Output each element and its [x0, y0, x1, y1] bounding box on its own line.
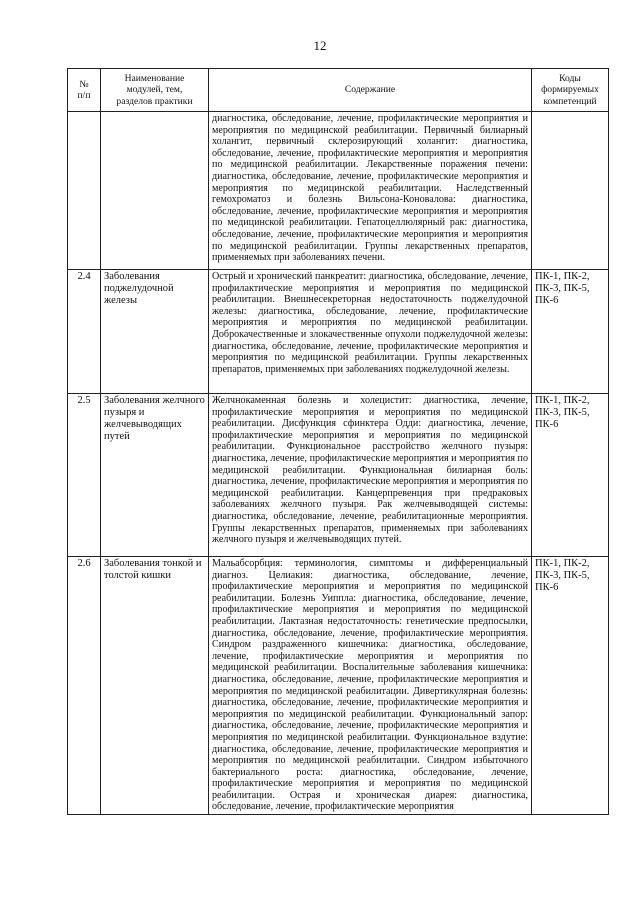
row-num: 2.5: [68, 394, 101, 557]
header-content: Содержание: [209, 69, 532, 112]
page-number: 12: [313, 38, 327, 53]
row-name: Заболевания тонкой и толстой кишки: [101, 557, 209, 815]
header-num: № п/п: [68, 69, 101, 112]
row-codes: ПК-1, ПК-2, ПК-3, ПК-5, ПК-6: [532, 557, 609, 815]
row-codes: [532, 112, 609, 270]
row-num: [68, 112, 101, 270]
row-name: Заболевания желчного пузыря и желчевыводящих путей: [101, 394, 209, 557]
header-name: Наименование модулей, тем, разделов практики: [101, 69, 209, 112]
table-row: [68, 270, 609, 394]
table-header-row: [68, 69, 609, 112]
row-content: Желчнокаменная болезнь и холецистит: диагностика, лечение, профилактические мероприятия и мероприятия по медицинской реабилитации. Дисфункция сфинктера Одди: диагностика, лечение, профилактические мероприятия и мероприятия по медицинской реабилитации. Функциональное расстройство желчного пузыря: диагностика, лечение, профилактические мероприятия и мероприятия по медицинской реабилитации. Функциональная билиарная боль: диагностика, лечение, профилактические мероприятия и мероприятия по медицинской реабилитации. Канцерпревенция при предраковых заболеваниях желчного пузыря. Рак желчевыводящей системы: диагностика, обследование, лечение, реабилитационные мероприятия. Группы лекарственных препаратов, применяемых при заболеваниях желчного пузыря и желчевыводящих путей.: [209, 394, 532, 557]
row-content: Острый и хронический панкреатит: диагностика, обследование, лечение, профилактические мероприятия и мероприятия по медицинской реабилитации. Внешнесекреторная недостаточность поджелудочной железы: диагностика, обследование, лечение, профилактические мероприятия и мероприятия по медицинской реабилитации. Доброкачественные и злокачественные опухоли поджелудочной железы: диагностика, обследование, лечение, профилактические мероприятия и мероприятия по медицинской реабилитации. Группы лекарственных препаратов, применяемых при заболеваниях поджелудочной железы.: [209, 270, 532, 394]
row-num: 2.6: [68, 557, 101, 815]
row-content: диагностика, обследование, лечение, профилактические мероприятия и мероприятия по медицинской реабилитации. Первичный билиарный холангит, первичный склерозирующий холангит: диагностика, обследование, лечение, профилактические мероприятия и мероприятия по медицинской реабилитации. Лекарственные поражения печени: диагностика, обследование, лечение, профилактические мероприятия и мероприятия по медицинской реабилитации. Наследственный гемохроматоз и болезнь Вильсона-Коновалова: диагностика, обследование, лечение, профилактические мероприятия и мероприятия по медицинской реабилитации. Гепатоцеллюлярный рак: диагностика, обследование, лечение, профилактические мероприятия и мероприятия по медицинской реабилитации. Группы лекарственных препаратов, применяемых при заболеваниях печени.: [209, 112, 532, 270]
row-codes: ПК-1, ПК-2, ПК-3, ПК-5, ПК-6: [532, 394, 609, 557]
table-row: [68, 394, 609, 557]
row-content: Мальабсорбция: терминология, симптомы и дифференциальный диагноз. Целиакия: диагностика, обследование, лечение, профилактические мероприятия и мероприятия по медицинской реабилитации. Болезнь Уиппла: диагностика, обследование, лечение, профилактические мероприятия и мероприятия по медицинской реабилитации. Лактазная недостаточность: генетические предпосылки, диагностика, обследование, лечение, профилактические мероприятия. Синдром раздраженного кишечника: диагностика, обследование, лечение, профилактические мероприятия и мероприятия по медицинской реабилитации. Воспалительные заболевания кишечника: диагностика, обследование, лечение, профилактические мероприятия и мероприятия по медицинской реабилитации. Дивертикулярная болезнь: диагностика, обследование, лечение, профилактические мероприятия и мероприятия по медицинской реабилитации. Функциональный запор: диагностика, обследование, лечение, профилактические мероприятия и мероприятия по медицинской реабилитации. Функциональное вздутие: диагностика, обследование, лечение, профилактические мероприятия и мероприятия по медицинской реабилитации. Синдром избыточного бактериального роста: диагностика, обследование, лечение, профилактические мероприятия и мероприятия по медицинской реабилитации. Острая и хроническая диарея: диагностика, обследование, лечение, профилактические мероприятия: [209, 557, 532, 815]
row-num: 2.4: [68, 270, 101, 394]
row-codes: ПК-1, ПК-2, ПК-3, ПК-5, ПК-6: [532, 270, 609, 394]
row-name: Заболевания поджелудочной железы: [101, 270, 209, 394]
table-row: [68, 112, 609, 270]
header-codes: Коды формируемых компетенций: [532, 69, 609, 112]
table-row: [68, 557, 609, 815]
content-table: [67, 68, 609, 815]
row-name: [101, 112, 209, 270]
